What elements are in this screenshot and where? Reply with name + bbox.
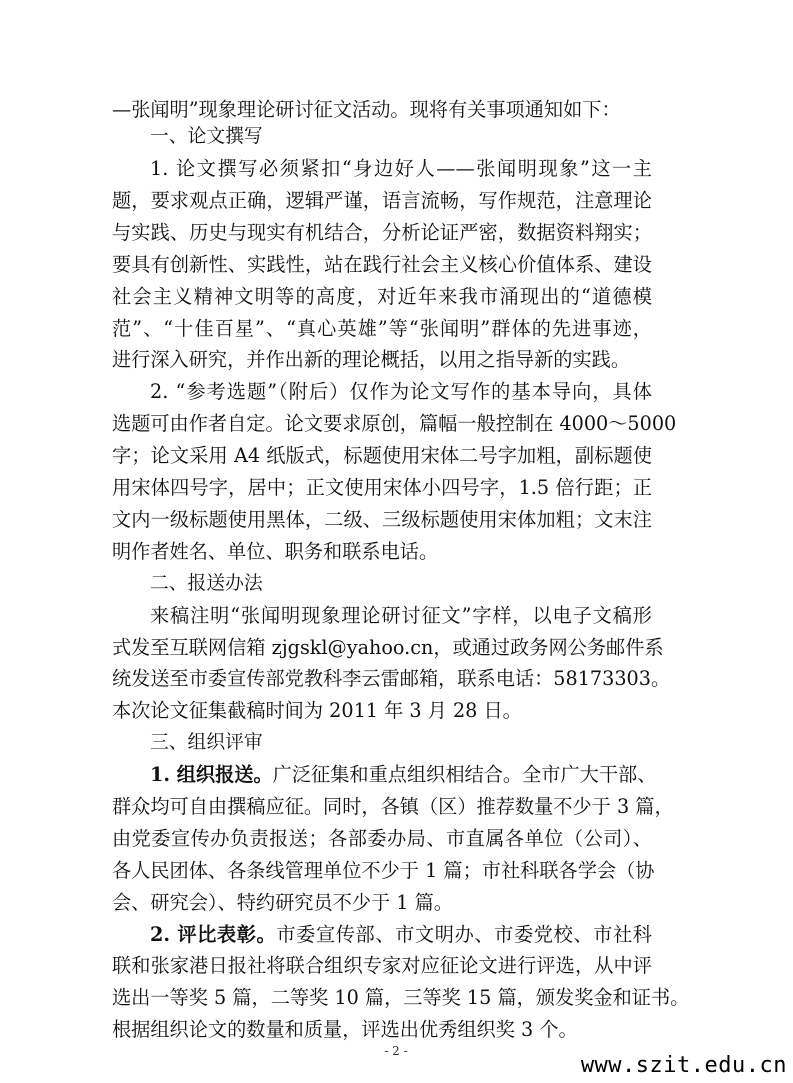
paragraph-line: 本次论文征集截稿时间为 2011 年 3 月 28 日。 — [112, 699, 522, 722]
watermark-url: www.szit.edu.cn — [580, 1053, 787, 1078]
paragraph-line: 用宋体四号字，居中；正文使用宋体小四号字，1.5 倍行距；正 — [112, 476, 652, 499]
intro-continuation: —张闻明”现象理论研讨征文活动。现将有关事项通知如下： — [112, 98, 621, 121]
bold-lead-evaluate-commend: 2. 评比表彰。 — [150, 923, 277, 946]
page-number: - 2 - — [384, 1044, 408, 1058]
paragraph-line: 选出一等奖 5 篇，二等奖 10 篇，三等奖 15 篇，颁发奖金和证书。 — [112, 986, 690, 1009]
paragraph-line: 各人民团体、各条线管理单位不少于 1 篇；市社科联各学会（协 — [112, 859, 655, 882]
paragraph-line: 范”、“十佳百星”、“真心英雄”等“张闻明”群体的先进事迹， — [112, 317, 652, 340]
paragraph-line — [150, 763, 657, 787]
bold-lead-organize-submit: 1. 组织报送。 — [150, 763, 273, 786]
section-heading-paper-writing: 一、论文撰写 — [150, 126, 263, 147]
paragraph-line: 选题可由作者自定。论文要求原创，篇幅一般控制在 4000～5000 — [112, 412, 677, 435]
paragraph-line: 题，要求观点正确，逻辑严谨，语言流畅，写作规范，注意理论 — [112, 189, 652, 212]
paragraph-line: 文内一级标题使用黑体，二级、三级标题使用宋体加粗；文末注 — [112, 508, 652, 531]
paragraph-text: 市委宣传部、市文明办、市委党校、市社科 — [276, 923, 652, 946]
paragraph-line: 根据组织论文的数量和质量，评选出优秀组织奖 3 个。 — [112, 1018, 578, 1041]
paragraph-line: 群众均可自由撰稿应征。同时，各镇（区）推荐数量不少于 3 篇， — [112, 795, 674, 818]
paragraph-line: 由党委宣传办负责报送；各部委办局、市直属各单位（公司）、 — [112, 827, 652, 850]
paragraph-line: 与实践、历史与现实有机结合，分析论证严密，数据资料翔实； — [112, 221, 652, 244]
paragraph-line: 式发至互联网信箱 zjgskl@yahoo.cn，或通过政务网公务邮件系 — [112, 636, 664, 659]
paragraph-line: 1. 论文撰写必须紧扣“身边好人——张闻明现象”这一主 — [150, 157, 652, 180]
paragraph-line: 会、研究会）、特约研究员不少于 1 篇。 — [112, 891, 453, 914]
paragraph-line: 统发送至市委宣传部党教科李云雷邮箱，联系电话：58173303。 — [112, 667, 671, 690]
paragraph-line: 要具有创新性、实践性，站在践行社会主义核心价值体系、建设 — [112, 253, 652, 276]
paragraph-line: 进行深入研究，并作出新的理论概括，以用之指导新的实践。 — [112, 348, 631, 371]
section-heading-submission: 二、报送办法 — [150, 573, 263, 594]
paragraph-line — [150, 923, 652, 947]
paragraph-line: 2. “参考选题”（附后）仅作为论文写作的基本导向，具体 — [150, 380, 652, 403]
paragraph-text: 广泛征集和重点组织相结合。全市广大干部、 — [272, 763, 657, 786]
paragraph-line: 社会主义精神文明等的高度，对近年来我市涌现出的“道德模 — [112, 285, 652, 308]
paragraph-line: 联和张家港日报社将联合组织专家对应征论文进行评选，从中评 — [112, 954, 652, 977]
paragraph-line: 来稿注明“张闻明现象理论研讨征文”字样，以电子文稿形 — [150, 604, 652, 627]
section-heading-review: 三、组织评审 — [150, 732, 263, 753]
paragraph-line: 明作者姓名、单位、职务和联系电话。 — [112, 540, 439, 563]
paragraph-line: 字；论文采用 A4 纸版式，标题使用宋体二号字加粗，副标题使 — [112, 444, 652, 467]
